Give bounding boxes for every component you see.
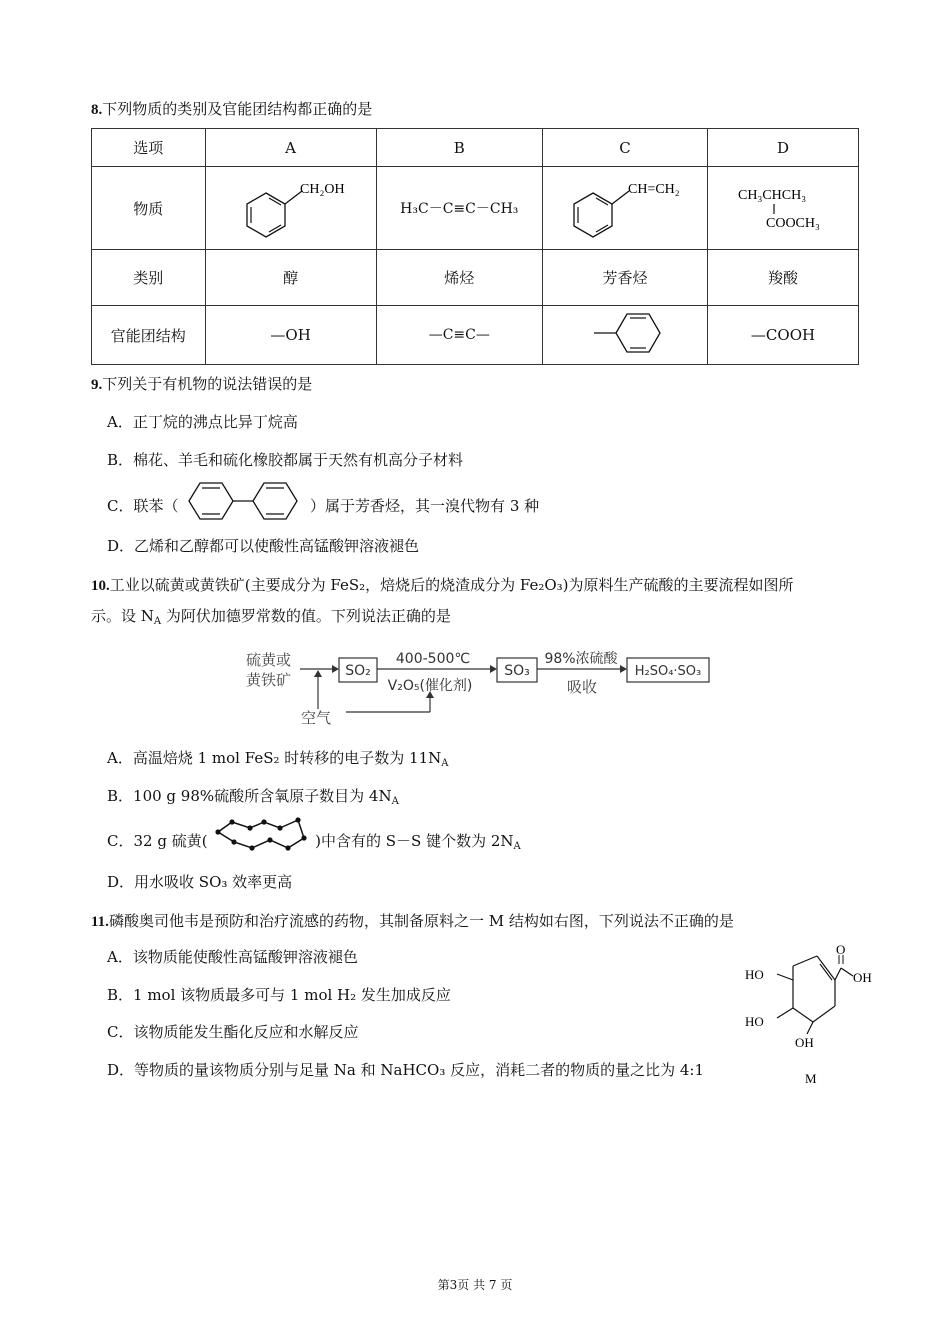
q9-stem-text: 下列关于有机物的说法错误的是 (102, 375, 313, 393)
q10-stem-line1: 工业以硫黄或黄铁矿(主要成分为 FeS₂，焙烧后的烧渣成分为 Fe₂O₃)为原料生产硫酸的主要流程如图所 (109, 576, 794, 594)
substance-c (543, 167, 708, 250)
biphenyl-structure (183, 480, 305, 522)
flow-absorb-acid: 98%浓硫酸 (544, 651, 618, 667)
q10-option-c-post: )中含有的 S－S 键个数为 2N (315, 832, 514, 850)
q9-option-b: B．棉花、羊毛和硫化橡胶都属于天然有机高分子材料 (107, 451, 464, 469)
q8-stem (91, 98, 372, 121)
substance-c-label: CH=CH₂ (628, 182, 680, 197)
q10-stem-line2-rest: 为阿伏加德罗常数的值。下列说法正确的是 (161, 607, 451, 625)
table-header-option: 选项 (92, 129, 206, 167)
q9-option-c-post: ）属于芳香烃，其一溴代物有 3 种 (310, 497, 540, 515)
flow-box-so2: SO₂ (345, 663, 371, 679)
category-a: 醇 (205, 250, 376, 306)
q10-stem (91, 574, 871, 633)
substance-b (376, 167, 542, 250)
q8-number: 8. (91, 102, 103, 118)
flow-air: 空气 (301, 709, 332, 727)
q9-option-c-pre: C．联苯（ (107, 497, 179, 515)
group-d: —COOH (708, 306, 859, 365)
flow-box-product: H₂SO₄·SO₃ (634, 664, 702, 679)
substance-a (205, 167, 376, 250)
col-a-header: A (205, 129, 376, 167)
styrene-structure (550, 167, 700, 245)
substance-d (708, 167, 859, 250)
structure-o: O (836, 942, 846, 957)
substance-b-formula: H₃C－C≡C－CH₃ (400, 201, 519, 217)
col-c-header: C (543, 129, 708, 167)
substance-d-structure (708, 167, 858, 245)
q10-option-b (107, 786, 399, 812)
substance-a-label: CH₂OH (299, 182, 345, 197)
q10-option-a-sub: A (441, 758, 449, 769)
benzyl-alcohol-structure (216, 167, 366, 245)
q8-table (91, 128, 859, 365)
q9-option-a: A．正丁烷的沸点比异丁烷高 (107, 413, 298, 431)
q10-option-b-sub: A (391, 796, 399, 807)
flow-box-so3: SO₃ (504, 663, 530, 679)
structure-oh-bottom: OH (795, 1035, 814, 1050)
q9-number: 9. (91, 377, 103, 393)
structure-ho-middle: HO (745, 1014, 764, 1029)
table-header-group: 官能团结构 (92, 306, 206, 365)
q10-stem-line2-sub: A (153, 616, 162, 627)
q11-structure-m (735, 942, 885, 1096)
s8-ring-structure (212, 816, 310, 856)
flow-condition-temp: 400-500℃ (395, 651, 471, 667)
col-b-header: B (376, 129, 542, 167)
structure-ho-top: HO (745, 967, 764, 982)
flow-source-line1: 硫黄或 (246, 651, 292, 669)
phenyl-group-structure (580, 308, 670, 358)
group-a: —OH (205, 306, 376, 365)
q11-stem (91, 910, 734, 933)
q9-option-c (107, 492, 539, 522)
group-c (543, 306, 708, 365)
q9-stem (91, 373, 312, 396)
q11-option-a: A．该物质能使酸性高锰酸钾溶液褪色 (107, 948, 358, 966)
q8-stem-text: 下列物质的类别及官能团结构都正确的是 (102, 100, 373, 118)
table-header-substance: 物质 (92, 167, 206, 250)
q10-option-a (107, 748, 448, 774)
category-b: 烯烃 (376, 250, 542, 306)
q11-option-d: D．等物质的量该物质分别与足量 Na 和 NaHCO₃ 反应，消耗二者的物质的量之比为 4:1 (107, 1061, 705, 1079)
q11-option-b: B．1 mol 该物质最多可与 1 mol H₂ 发生加成反应 (107, 986, 451, 1004)
category-d: 羧酸 (708, 250, 859, 306)
q10-number: 10. (91, 578, 110, 594)
structure-oh-acid: OH (853, 970, 872, 985)
q10-option-a-text: A．高温焙烧 1 mol FeS₂ 时转移的电子数为 11N (107, 749, 442, 767)
q11-number: 11. (91, 914, 109, 930)
substance-d-top: CH₃CHCH₃ (738, 188, 807, 203)
q10-option-b-text: B．100 g 98%硫酸所含氧原子数目为 4N (107, 787, 392, 805)
flow-source-line2: 黄铁矿 (246, 671, 292, 689)
category-c: 芳香烃 (543, 250, 708, 306)
q10-option-c (107, 828, 521, 857)
q11-option-c: C．该物质能发生酯化反应和水解反应 (107, 1023, 359, 1041)
page-footer: 第3页 共 7 页 (437, 1278, 513, 1292)
substance-d-bottom: COOCH₃ (766, 216, 820, 231)
q10-option-c-pre: C．32 g 硫黄( (107, 832, 208, 850)
q10-flow-diagram (240, 645, 720, 739)
flow-absorb: 吸收 (566, 678, 598, 696)
q10-stem-line2: 示。设 N (91, 607, 154, 625)
group-b: —C≡C— (376, 306, 542, 365)
flow-condition-catalyst: V₂O₅(催化剂) (387, 678, 473, 694)
q9-option-d: D．乙烯和乙醇都可以使酸性高锰酸钾溶液褪色 (107, 537, 420, 555)
col-d-header: D (708, 129, 859, 167)
q11-stem-text: 磷酸奥司他韦是预防和治疗流感的药物，其制备原料之一 M 结构如右图，下列说法不正确的是 (108, 912, 734, 930)
q10-option-d: D．用水吸收 SO₃ 效率更高 (107, 873, 293, 891)
table-header-category: 类别 (92, 250, 206, 306)
q10-option-c-sub: A (513, 841, 521, 852)
structure-label-m: M (805, 1071, 817, 1086)
